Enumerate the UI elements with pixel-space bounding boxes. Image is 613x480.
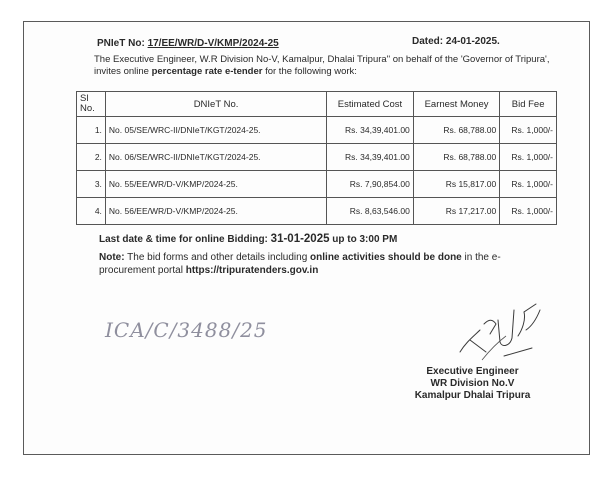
pnit-number: 17/EE/WR/D-V/KMP/2024-25 bbox=[147, 38, 279, 49]
pnit-number-line bbox=[97, 38, 279, 49]
row-sl: 1. bbox=[77, 117, 106, 144]
row-dniet: No. 55/EE/WR/D-V/KMP/2024-25. bbox=[105, 171, 326, 198]
row-cost: Rs. 34,39,401.00 bbox=[327, 144, 414, 171]
intro-bold: percentage rate e-tender bbox=[151, 66, 263, 77]
intro-text: The Executive Engineer, W.R Division No-V, Kamalpur, Dhalai Tripura" on behalf of the 'Governor of Tripura', invites online bbox=[94, 54, 550, 77]
intro-paragraph bbox=[94, 54, 564, 78]
table-row bbox=[77, 117, 557, 144]
signature-scribble bbox=[440, 290, 550, 370]
row-sl: 4. bbox=[77, 198, 106, 225]
intro-text-end: for the following work: bbox=[262, 66, 357, 77]
deadline-time: up to 3:00 PM bbox=[329, 234, 398, 245]
row-emd: Rs 15,817.00 bbox=[413, 171, 499, 198]
header-emd: Earnest Money bbox=[413, 92, 499, 117]
signatory-location: Kamalpur Dhalai Tripura bbox=[414, 390, 531, 401]
table-header-row bbox=[77, 92, 557, 117]
row-cost: Rs. 34,39,401.00 bbox=[327, 117, 414, 144]
note-text-2: in the e-procurement portal bbox=[99, 252, 501, 276]
row-cost: Rs. 8,63,546.00 bbox=[327, 198, 414, 225]
signatory-title: Executive Engineer bbox=[426, 366, 519, 377]
signatory-division: WR Division No.V bbox=[430, 378, 515, 389]
portal-link[interactable]: https://tripuratenders.gov.in bbox=[185, 265, 319, 276]
signatory-block bbox=[395, 366, 550, 402]
header-cost: Estimated Cost bbox=[327, 92, 414, 117]
row-fee: Rs. 1,000/- bbox=[500, 117, 557, 144]
row-cost: Rs. 7,90,854.00 bbox=[327, 171, 414, 198]
row-dniet: No. 06/SE/WRC-II/DNIeT/KGT/2024-25. bbox=[105, 144, 326, 171]
row-emd: Rs. 68,788.00 bbox=[413, 144, 499, 171]
pnit-label: PNIeT No: bbox=[97, 38, 148, 49]
table-row bbox=[77, 144, 557, 171]
note-label: Note: bbox=[99, 252, 125, 263]
handwritten-reference: ICA/C/3488/25 bbox=[105, 318, 268, 342]
row-dniet: No. 05/SE/WRC-II/DNIeT/KGT/2024-25. bbox=[105, 117, 326, 144]
row-emd: Rs 17,217.00 bbox=[413, 198, 499, 225]
document-date: Dated: 24-01-2025. bbox=[412, 36, 500, 47]
deadline-date: 31-01-2025 bbox=[270, 233, 330, 245]
row-emd: Rs. 68,788.00 bbox=[413, 117, 499, 144]
row-sl: 2. bbox=[77, 144, 106, 171]
note-paragraph bbox=[99, 251, 529, 277]
table-row bbox=[77, 198, 557, 225]
table-row bbox=[77, 171, 557, 198]
row-fee: Rs. 1,000/- bbox=[500, 198, 557, 225]
header-fee: Bid Fee bbox=[500, 92, 557, 117]
header-dniet: DNIeT No. bbox=[105, 92, 326, 117]
note-bold: online activities should be done bbox=[310, 252, 462, 263]
row-fee: Rs. 1,000/- bbox=[500, 144, 557, 171]
row-dniet: No. 56/EE/WR/D-V/KMP/2024-25. bbox=[105, 198, 326, 225]
deadline-label: Last date & time for online Bidding: bbox=[99, 234, 271, 245]
bidding-deadline bbox=[99, 233, 397, 245]
tender-table bbox=[76, 91, 557, 225]
row-fee: Rs. 1,000/- bbox=[500, 171, 557, 198]
header-sl: Sl No. bbox=[77, 92, 106, 117]
note-text: The bid forms and other details including bbox=[124, 252, 311, 263]
row-sl: 3. bbox=[77, 171, 106, 198]
